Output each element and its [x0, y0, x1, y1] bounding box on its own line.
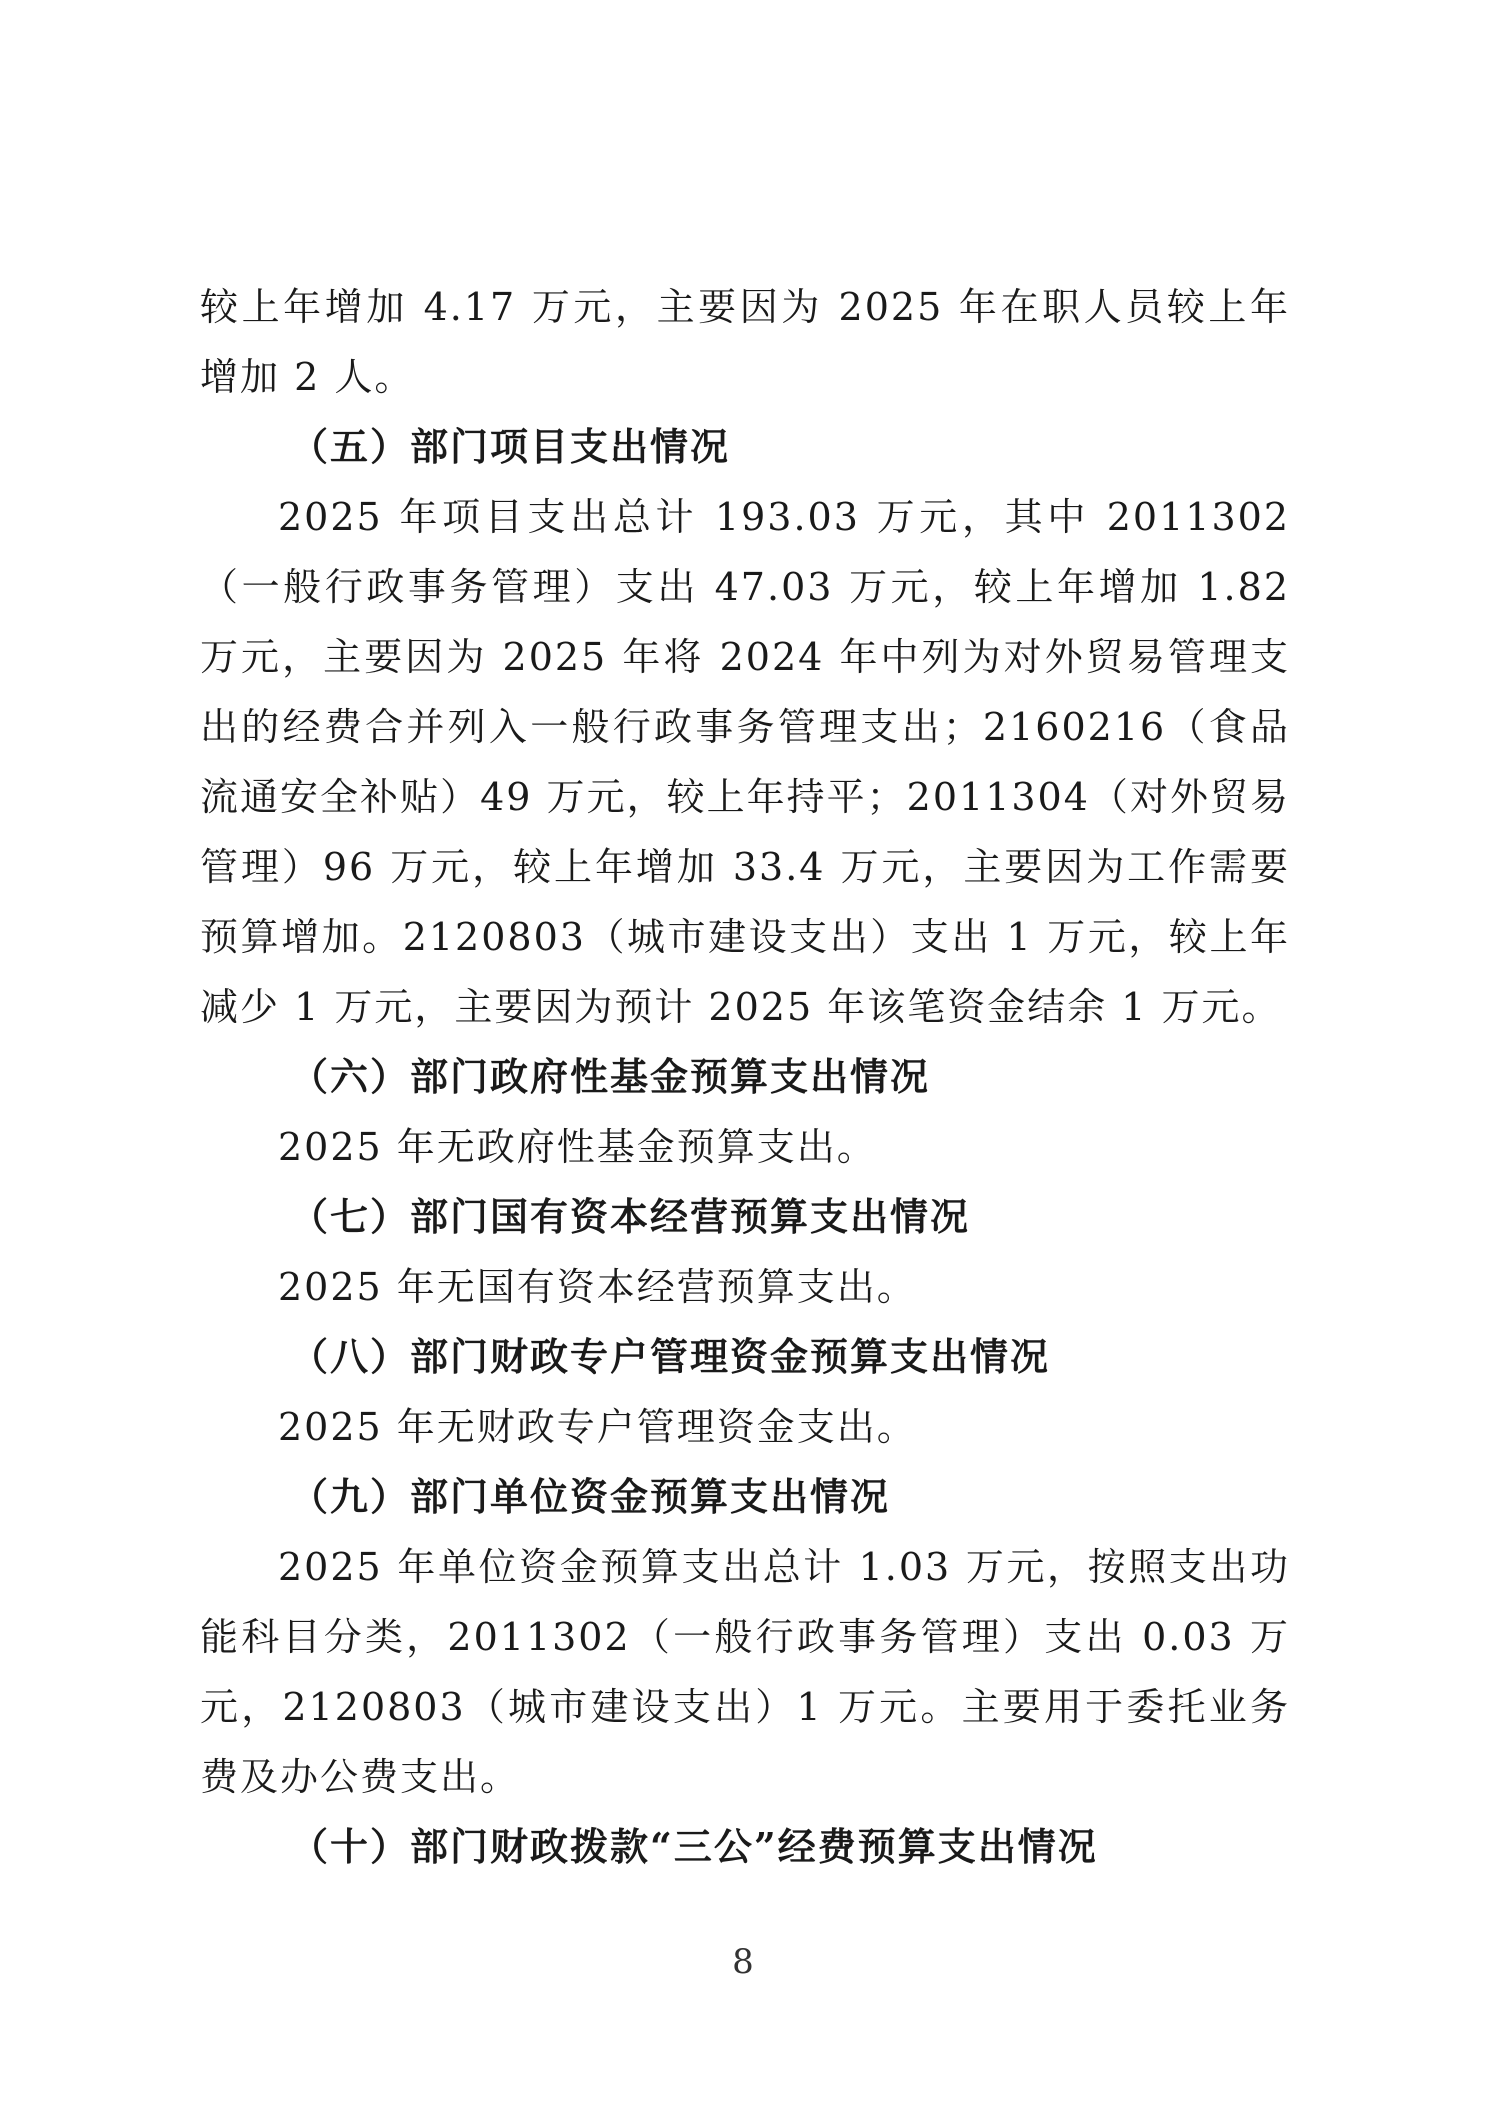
heading-unit-funds: （九）部门单位资金预算支出情况: [290, 1474, 891, 1519]
heading-state-capital: （七）部门国有资本经营预算支出情况: [290, 1194, 971, 1239]
paragraph-government-fund: 2025 年无政府性基金预算支出。: [278, 1125, 877, 1169]
paragraph-state-capital: 2025 年无国有资本经营预算支出。: [278, 1265, 917, 1309]
page-number: 8: [732, 1942, 754, 1982]
heading-project-expenditure: （五）部门项目支出情况: [290, 424, 731, 469]
paragraph-project-expenditure: 2025 年项目支出总计 193.03 万元，其中 2011302（一般行政事务管理）支出 47.03 万元，较上年增加 1.82 万元，主要因为 2025 年将 2024 年中列为对外贸易管理支出的经费合并列入一般行政事务管理支出；2160216（食品流通安全补贴）49 万元，较上年持平；2011304（对外贸易管理）96 万元，较上年增加 33.4 万元，主要因为工作需要预算增加。2120803（城市建设支出）支出 1 万元，较上年减少 1 万元，主要因为预计 2025 年该笔资金结余 1 万元。: [200, 495, 1290, 1029]
heading-special-account: （八）部门财政专户管理资金预算支出情况: [290, 1334, 1051, 1379]
paragraph-special-account: 2025 年无财政专户管理资金支出。: [278, 1405, 917, 1449]
heading-government-fund: （六）部门政府性基金预算支出情况: [290, 1054, 931, 1099]
paragraph-unit-funds: 2025 年单位资金预算支出总计 1.03 万元，按照支出功能科目分类，2011302（一般行政事务管理）支出 0.03 万元，2120803（城市建设支出）1 万元。主要用于委托业务费及办公费支出。: [200, 1545, 1290, 1799]
paragraph-personnel-increase: 较上年增加 4.17 万元，主要因为 2025 年在职人员较上年增加 2 人。: [200, 285, 1290, 399]
document-body: [200, 272, 1290, 1882]
heading-three-public-expenses: （十）部门财政拨款“三公”经费预算支出情况: [290, 1824, 1098, 1869]
